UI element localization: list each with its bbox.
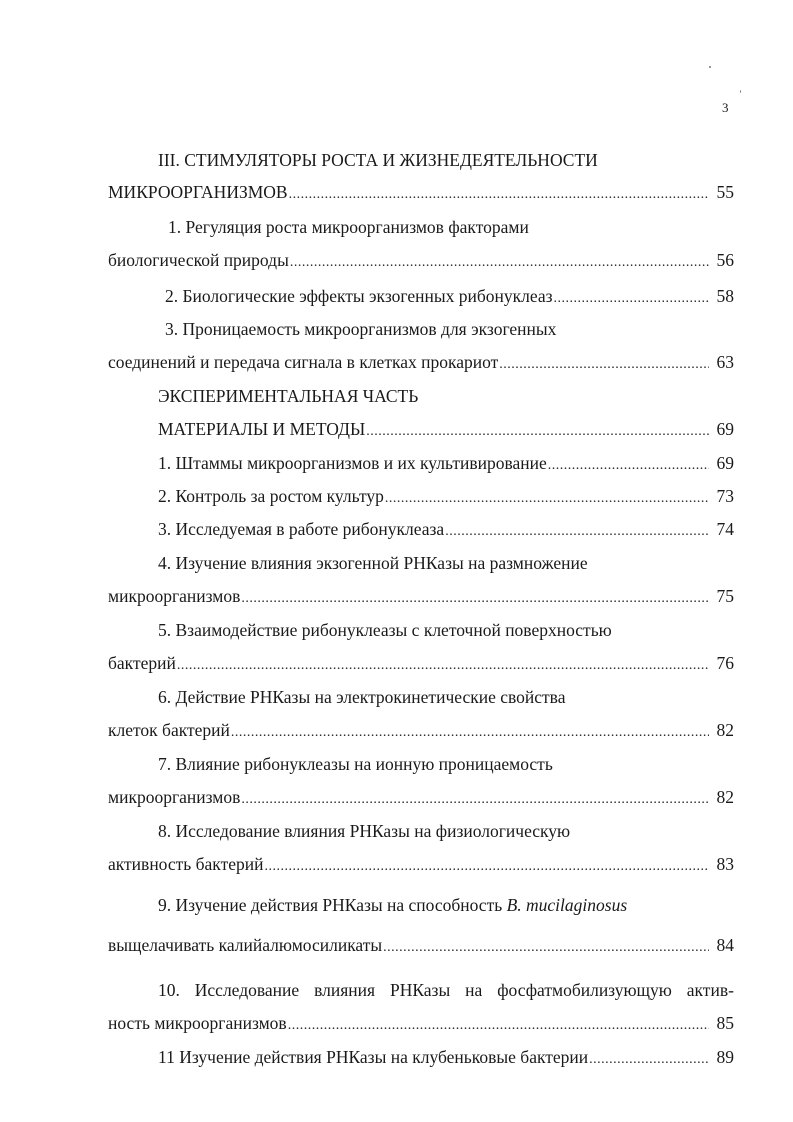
toc-entry-row[interactable] [108,249,734,274]
toc-page-number: 63 [716,352,734,372]
scan-speck [740,90,741,93]
toc-entry-line1: 7. Влияние рибонуклеазы на ионную проницаемость [158,754,553,774]
toc-page-number: 76 [716,653,734,673]
toc-page-number: 58 [716,286,734,306]
toc-section-heading: ЭКСПЕРИМЕНТАЛЬНАЯ ЧАСТЬ [158,386,419,406]
toc-leader-dots [264,856,709,878]
toc-word: актив- [686,980,734,1000]
toc-entry-text: 1. Штаммы микроорганизмов и их культивирование [158,453,547,473]
toc-entry-text: бактерий [108,653,176,673]
toc-entry-text: микроорганизмов [108,787,241,807]
toc-page-number: 83 [716,854,734,874]
toc-leader-dots [445,521,709,543]
toc-entry-row[interactable] [108,1012,734,1037]
toc-entry-text: 3. Исследуемая в работе рибонуклеаза [158,519,445,539]
toc-page-number: 56 [716,250,734,270]
page-number: 3 [722,100,729,115]
toc-leader-dots [231,722,709,744]
toc-page-number: 82 [716,787,734,807]
toc-entry-text: МАТЕРИАЛЫ И МЕТОДЫ [158,419,366,439]
toc-entry-line1: 5. Взаимодействие рибонуклеазы с клеточной поверхностью [158,620,612,640]
toc-entry-line1: 4. Изучение влияния экзогенной РНКазы на размножение [158,553,588,573]
toc-entry-row[interactable] [158,418,734,443]
toc-entry-row[interactable] [158,452,734,477]
toc-page-number: 69 [716,453,734,473]
toc-entry-row[interactable] [165,285,734,310]
toc-leader-dots [366,421,709,443]
toc-leader-dots [241,588,709,610]
toc-entry-line1-justified [158,979,734,1001]
toc-page-number: 74 [716,519,734,539]
toc-entry-row[interactable] [108,853,734,878]
toc-page-number: 84 [716,935,734,955]
toc-entry-row[interactable] [108,652,734,677]
toc-leader-dots [289,184,709,206]
toc-entry-text: биологической природы [108,250,289,270]
toc-entry-row[interactable] [158,1046,734,1071]
toc-entry-row[interactable] [108,181,734,206]
toc-entry-text: МИКРООРГАНИЗМОВ [108,182,288,202]
toc-leader-dots [383,937,709,959]
toc-entry-text: 9. Изучение действия РНКазы на способность [158,895,503,915]
toc-leader-dots [548,455,709,477]
toc-entry-heading-line1: III. СТИМУЛЯТОРЫ РОСТА И ЖИЗНЕДЕЯТЕЛЬНОСТИ [158,150,598,170]
toc-entry-row[interactable] [108,351,734,376]
toc-entry-text: 11 Изучение действия РНКазы на клубеньковые бактерии [158,1047,589,1067]
toc-word: РНКазы [389,980,451,1000]
toc-entry-line1: 1. Регуляция роста микроорганизмов факторами [168,217,529,237]
toc-page-number: 82 [716,720,734,740]
toc-entry-text: микроорганизмов [108,586,241,606]
toc-page-number: 55 [716,182,734,202]
toc-page-number: 89 [716,1047,734,1067]
toc-leader-dots [177,655,709,677]
toc-entry-line1 [158,894,627,916]
toc-entry-species-name: B. mucilaginosus [506,895,628,915]
toc-leader-dots [554,288,710,310]
toc-entry-text: 2. Контроль за ростом культур [158,486,384,506]
toc-leader-dots [241,789,709,811]
toc-page-number: 73 [716,486,734,506]
toc-entry-text: клеток бактерий [108,720,230,740]
toc-entry-text: ность микроорганизмов [108,1013,287,1033]
toc-entry-text: 2. Биологические эффекты экзогенных рибонуклеаз [165,286,553,306]
toc-leader-dots [499,354,709,376]
toc-leader-dots [589,1049,709,1071]
toc-entry-text: выщелачивать калийалюмосиликаты [108,935,383,955]
toc-entry-row[interactable] [108,934,734,959]
toc-entry-line1: 3. Проницаемость микроорганизмов для экзогенных [165,319,557,339]
toc-entry-text: соединений и передача сигнала в клетках прокариот [108,352,499,372]
toc-entry-row[interactable] [108,786,734,811]
toc-page-number: 85 [716,1013,734,1033]
toc-entry-row[interactable] [158,518,734,543]
toc-word: на [465,980,483,1000]
toc-page-number: 69 [716,419,734,439]
toc-word: влияния [314,980,376,1000]
toc-entry-text: активность бактерий [108,854,264,874]
scan-speck [709,66,711,68]
toc-entry-row[interactable] [108,585,734,610]
toc-leader-dots [290,252,709,274]
toc-entry-line1: 6. Действие РНКазы на электрокинетические свойства [158,687,566,707]
toc-word: фосфатмобилизующую [497,980,672,1000]
toc-page-number: 75 [716,586,734,606]
toc-entry-line1: 8. Исследование влияния РНКазы на физиологическую [158,821,571,841]
toc-entry-row[interactable] [108,719,734,744]
toc-word: Исследование [194,980,300,1000]
toc-leader-dots [288,1015,709,1037]
toc-entry-row[interactable] [158,485,734,510]
toc-word: 10. [158,980,180,1000]
toc-leader-dots [385,488,709,510]
